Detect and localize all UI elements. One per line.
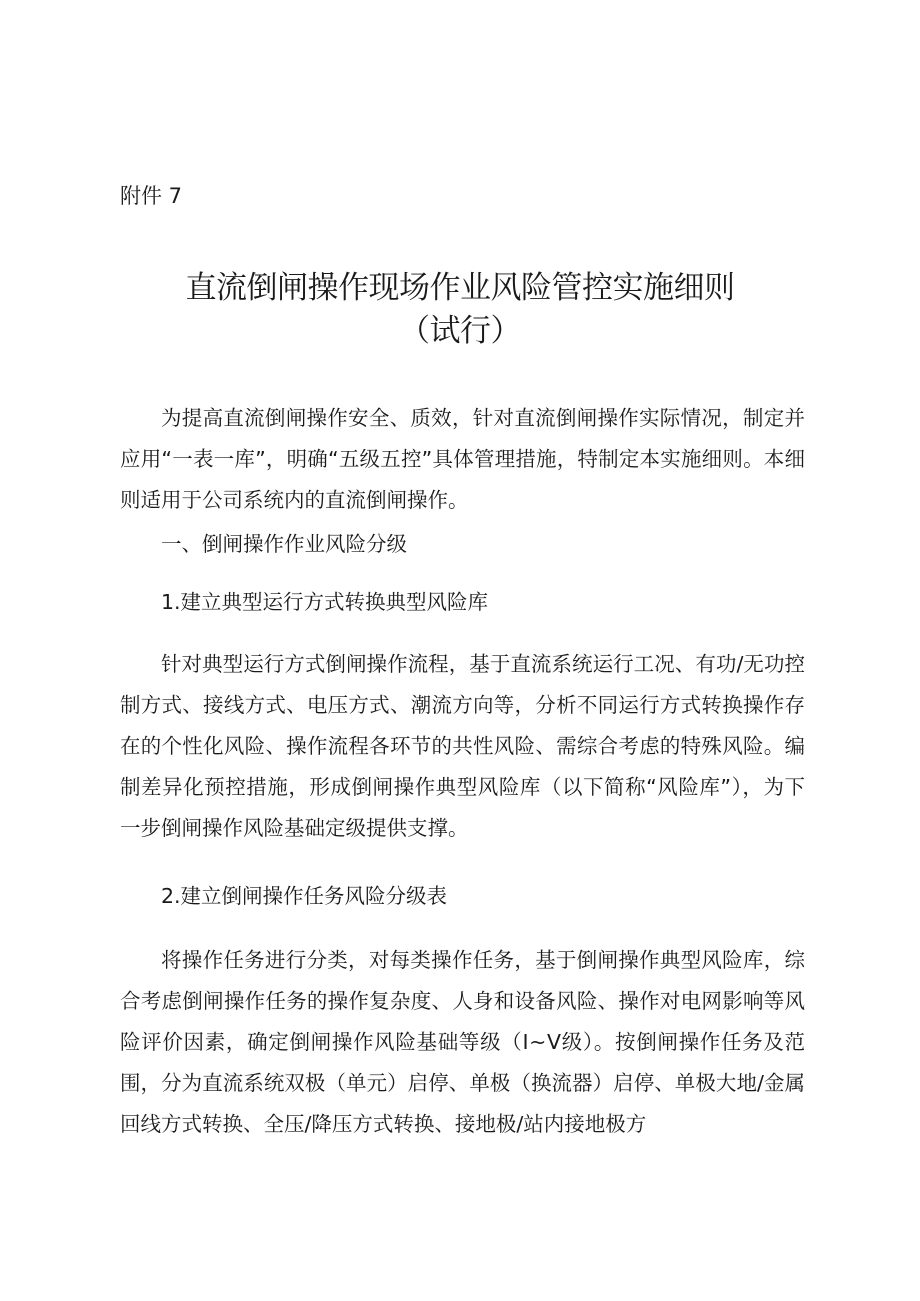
intro-paragraph: 为提高直流倒闸操作安全、质效，针对直流倒闸操作实际情况，制定并应用“一表一库”，明确“五级五控”具体管理措施，特制定本实施细则。本细则适用于公司系统内的直流倒闸操作。 [120,406,805,512]
subsection-body-2: 将操作任务进行分类，对每类操作任务，基于倒闸操作典型风险库，综合考虑倒闸操作任务的操作复杂度、人身和设备风险、操作对电网影响等风险评价因素，确定倒闸操作风险基础等级（Ⅰ~Ⅴ级）。按倒闸操作任务及范围，分为直流系统双极（单元）启停、单极（换流器）启停、单极大地/金属回线方式转换、全压/降压方式转换、接地极/站内接地极方 [120,948,805,1136]
subsection-body-1: 针对典型运行方式倒闸操作流程，基于直流系统运行工况、有功/无功控制方式、接线方式、电压方式、潮流方向等，分析不同运行方式转换操作存在的个性化风险、操作流程各环节的共性风险、需综合考虑的特殊风险。编制差异化预控措施，形成倒闸操作典型风险库（以下简称“风险库”），为下一步倒闸操作风险基础定级提供支撑。 [120,652,805,840]
attachment-label: 附件 7 [120,184,183,208]
document-subtitle: （试行） [399,313,521,349]
subsection-heading-2: 2.建立倒闸操作任务风险分级表 [161,884,448,908]
document-title: 直流倒闸操作现场作业风险管控实施细则 [185,270,735,306]
subsection-heading-1: 1.建立典型运行方式转换典型风险库 [161,590,489,614]
section-heading: 一、倒闸操作作业风险分级 [161,532,407,556]
